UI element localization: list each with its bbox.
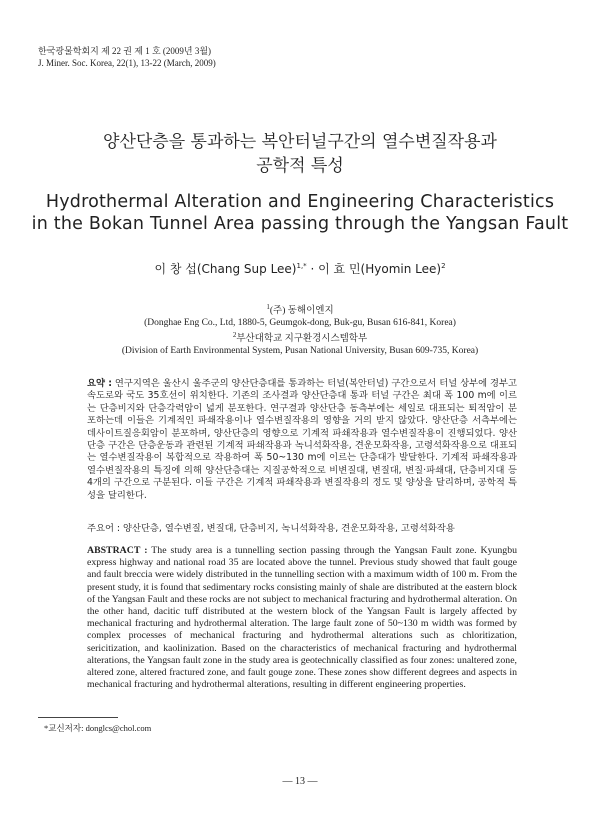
keywords-label: 주요어 : xyxy=(87,523,121,534)
affiliation-2-name-text: 부산대학교 지구환경시스템학부 xyxy=(236,334,368,344)
affiliation-2-mark: 2 xyxy=(232,330,237,339)
abstract-korean-text: 연구지역은 울산시 울주군의 양산단층대를 통과하는 터널(복안터널) 구간으로서 터널 상부에 경부고속도로와 국도 35호선이 위치한다. 기존의 조사결과 양산단층대 통과 터널 구간은 최대 폭 100 m에 이르는 단층비지와 단층각력암이 넓게 분포한다. 연구결과 양산단층 동측부에는 세일로 대표되는 퇴적암이 분포하는데 이들은 기계적인 파쇄작용이나 열수변질작용의 영향을 거의 받지 않았다. 양산단층 서측부에는 데사이트질응회암이 분포하며, 양산단층의 영향으로 기계적 파쇄작용과 열수변질작용이 진행되었다. 양산단층 구간은 단층운동과 관련된 기계적 파쇄작용과 녹니석화작용, 견운모화작용, 고령석화작용으로 대표되는 열수변질작용이 복합적으로 작용하여 폭 50~130 m에 이르는 단층대가 발달한다. 기계적 파쇄작용과 열수변질작용의 특징에 의해 양산단층대는 지질공학적으로 비변질대, 변질대, 변질·파쇄대, 단층비지대 등 4개의 구간으로 구분된다. 이들 구간은 기계적 파쇄작용과 변질작용의 정도 및 양상을 달리하며, 공학적 특성을 달리한다. xyxy=(87,378,517,501)
title-korean-line1: 양산단층을 통과하는 복안터널구간의 열수변질작용과 xyxy=(103,132,497,152)
keywords-text: 양산단층, 열수변질, 변질대, 단층비지, 녹니석화작용, 견운모화작용, 고령석화작용 xyxy=(120,523,455,534)
author-separator: · xyxy=(306,262,319,276)
author-1-mark: 1,* xyxy=(296,262,307,270)
affiliation-2-address: (Division of Earth Environmental System, Pusan National University, Busan 609-735, Korea) xyxy=(121,346,479,356)
journal-header-english: J. Miner. Soc. Korea, 22(1), 13-22 (March, 2009) xyxy=(38,58,216,68)
corresponding-author-footnote: *교신저자: donglcs@chol.com xyxy=(44,723,152,733)
author-2: 이 효 민(Hyomin Lee) xyxy=(318,262,442,276)
abstract-english-label: ABSTRACT : xyxy=(87,545,148,556)
author-1: 이 창 섭(Chang Sup Lee) xyxy=(154,262,297,276)
abstract-english-text: The study area is a tunnelling section passing through the Yangsan Fault zone. Kyungbu express highway and national road 35 are located above the tunnel. Previous study showed that fault gouge and fault breccia were widely distributed in the tunnelling section with a maximum width of 100 m. From the present study, it is found that sedimentary rocks consisting mainly of shale are distributed at the eastern block of the Yangsan Fault and these rocks are not subject to mechanical fracturing and hydrothermal alteration. On the other hand, dacitic tuff distributed at the western block of the Yangsan Fault is largely affected by mechanical fracturing and hydrothermal alteration. The large fault zone of 50~130 m width was formed by complex processes of mechanical fracturing and hydrothermal alterations such as chloritization, sericitization, and kaolinization. Based on the characteristics of mechanical fracturing and hydrothermal alterations, the Yangsan fault zone in the study area is geotechnically classified as four zones: unaltered zone, altered zone, altered fractured zone, and fault gouge zone. These zones show different degrees and aspects in mechanical fracturing and hydrothermal alterations, resulting in different engineering properties. xyxy=(87,545,518,691)
abstract-english xyxy=(87,545,517,691)
affiliation-1-address: (Donghae Eng Co., Ltd, 1880-5, Geumgok-dong, Buk-gu, Busan 616-841, Korea) xyxy=(144,318,456,328)
affiliation-1-name xyxy=(0,302,600,316)
title-korean-line2: 공학적 특성 xyxy=(256,156,344,176)
title-english-line1: Hydrothermal Alteration and Engineering Characteristics xyxy=(45,192,555,212)
affiliation-1-mark: 1 xyxy=(266,302,270,311)
author-2-mark: 2 xyxy=(441,262,446,270)
abstract-korean-label: 요약 : xyxy=(87,378,112,389)
title-english xyxy=(0,191,600,235)
footnote-divider xyxy=(38,717,118,718)
affiliation-1-name-text: (주) 동해이엔지 xyxy=(269,306,334,316)
affiliation-2-name xyxy=(0,330,600,344)
author-list xyxy=(0,260,600,277)
page-number: — 13 — xyxy=(282,776,318,787)
title-english-line2: in the Bokan Tunnel Area passing through the Yangsan Fault xyxy=(31,214,569,234)
abstract-korean xyxy=(87,378,517,502)
title-korean xyxy=(0,130,600,178)
journal-header-korean: 한국광물학회지 제 22 권 제 1 호 (2009년 3월) xyxy=(38,46,212,56)
keywords-korean xyxy=(87,520,517,534)
